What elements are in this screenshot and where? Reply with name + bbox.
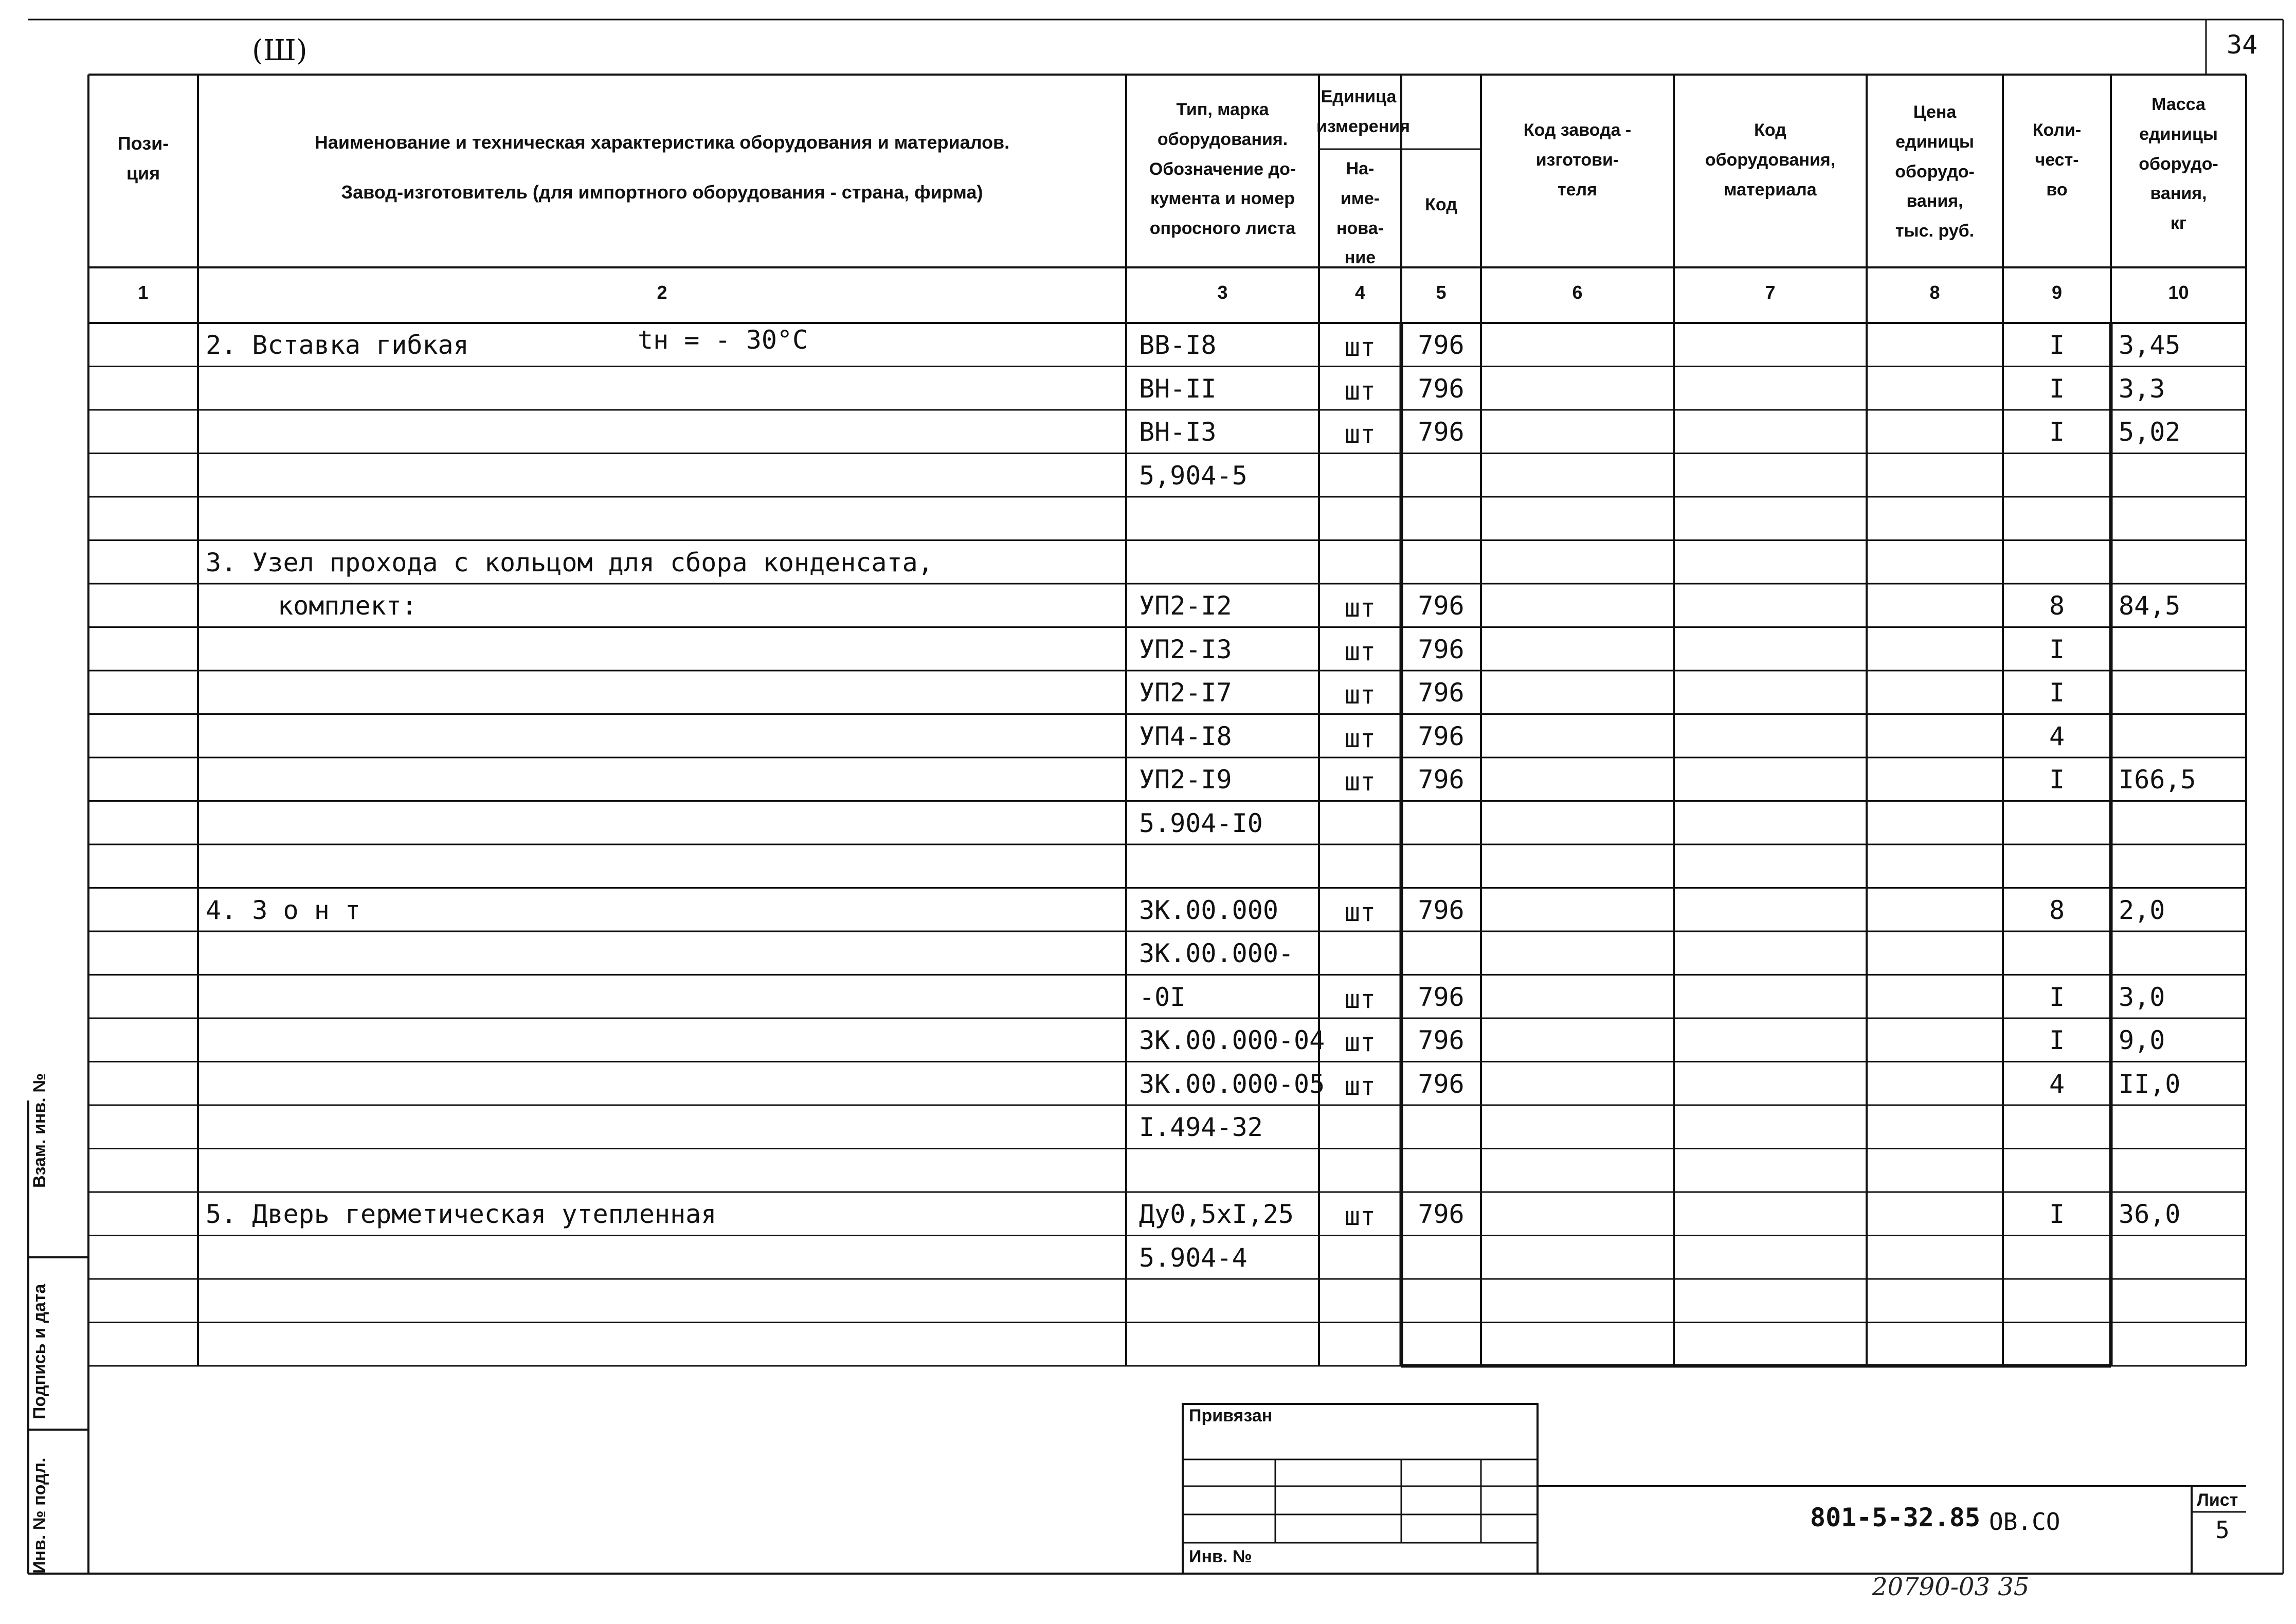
row-qty: 8 (2049, 895, 2065, 925)
row-mass: 5,02 (2119, 417, 2181, 447)
sheet-number: 34 (2227, 30, 2258, 60)
archive-number: 20790-03 35 (1872, 1573, 2030, 1601)
document-number: 801-5-32.85 (1810, 1503, 1981, 1532)
column-number-3: 3 (1217, 282, 1228, 303)
column-number-10: 10 (2168, 282, 2189, 303)
row-code: 796 (1418, 591, 1465, 621)
row-qty: 4 (2049, 721, 2065, 751)
row-type: I.494-32 (1139, 1112, 1263, 1142)
column-number-9: 9 (2051, 282, 2063, 303)
row-qty: I (2049, 1199, 2065, 1229)
column-number-2: 2 (657, 282, 667, 303)
row-qty: I (2049, 330, 2065, 360)
column-header-10: Масса единицы оборудо- вания, кг (2139, 95, 2218, 233)
row-type: 5,904-5 (1139, 460, 1248, 491)
column-header-1: Пози- ция (117, 133, 169, 184)
column-number-5: 5 (1436, 282, 1447, 303)
row-type: ВН-I3 (1139, 417, 1217, 447)
row-unit: шт (1344, 897, 1376, 927)
section-number: (Ш) (252, 34, 308, 67)
side-label-original-inv: Инв. № подл. (30, 1457, 49, 1574)
row-type: УП2-I9 (1139, 765, 1232, 795)
row-mass: 84,5 (2119, 591, 2181, 621)
column-header-5: Код (1425, 195, 1457, 214)
unit-group-title: Единица измерения (1316, 87, 1410, 136)
row-qty: I (2049, 678, 2065, 708)
document-suffix: ОВ.СО (1989, 1508, 2060, 1536)
row-code: 796 (1418, 1199, 1465, 1229)
row-code: 796 (1418, 634, 1465, 664)
row-unit: шт (1344, 680, 1376, 710)
row-name: 3. Узел прохода с кольцом для сбора конденсата, (206, 547, 933, 578)
row-mass: I66,5 (2119, 765, 2196, 795)
row-qty: I (2049, 765, 2065, 795)
sheet-value: 5 (2215, 1516, 2230, 1544)
row-name: 4. З о н т (206, 895, 361, 925)
row-qty: I (2049, 1025, 2065, 1055)
side-label-signature-date: Подпись и дата (30, 1284, 49, 1419)
row-code: 796 (1418, 1025, 1465, 1055)
row-mass: 2,0 (2119, 895, 2165, 925)
column-number-6: 6 (1572, 282, 1583, 303)
row-type: ВВ-I8 (1139, 330, 1217, 360)
row-unit: шт (1344, 419, 1376, 449)
row-unit: шт (1344, 767, 1376, 797)
row-name: 5. Дверь герметическая утепленная (206, 1199, 717, 1229)
row-type: ЗК.00.000- (1139, 939, 1294, 968)
row-type: УП2-I3 (1139, 634, 1232, 664)
row-name: комплект: (278, 591, 417, 621)
row-code: 796 (1418, 765, 1465, 795)
row-qty: I (2049, 634, 2065, 664)
column-number-4: 4 (1354, 282, 1366, 303)
row-unit: шт (1344, 375, 1376, 406)
row-unit: шт (1344, 1027, 1376, 1057)
side-label-replacement-inv: Взам. инв. № (30, 1073, 49, 1188)
row-type: УП4-I8 (1139, 721, 1232, 751)
row-type: УП2-I2 (1139, 591, 1232, 621)
column-header-3: Тип, марка оборудования. Обозначение до- кумента и номер опросного листа (1149, 100, 1296, 239)
column-number-7: 7 (1765, 282, 1776, 303)
row-qty: I (2049, 417, 2065, 447)
row-qty: 4 (2049, 1069, 2065, 1099)
column-header-7: Код оборудования, материала (1705, 120, 1836, 200)
row-note: tн = - 30°C (638, 325, 808, 355)
row-type: УП2-I7 (1139, 678, 1232, 708)
row-mass: II,0 (2119, 1069, 2181, 1099)
row-mass: 3,45 (2119, 330, 2181, 360)
row-unit: шт (1344, 593, 1376, 623)
row-qty: 8 (2049, 591, 2065, 621)
row-unit: шт (1344, 723, 1376, 753)
column-header-2: Наименование и техническая характеристика оборудования и материалов. Завод-изготовитель (для импортного оборудования - страна, фирма) (314, 132, 1010, 203)
row-code: 796 (1418, 1069, 1465, 1099)
row-unit: шт (1344, 332, 1376, 362)
row-qty: I (2049, 982, 2065, 1012)
row-type: 5.904-4 (1139, 1242, 1248, 1273)
row-unit: шт (1344, 1071, 1376, 1101)
row-code: 796 (1418, 678, 1465, 708)
row-type: ЗК.00.000-04 (1139, 1025, 1325, 1055)
row-mass: 3,3 (2119, 373, 2165, 404)
column-number-8: 8 (1929, 282, 1940, 303)
row-type: Ду0,5хI,25 (1139, 1199, 1294, 1229)
row-code: 796 (1418, 982, 1465, 1012)
row-unit: шт (1344, 636, 1376, 666)
column-number-1: 1 (138, 282, 149, 303)
row-mass: 9,0 (2119, 1025, 2165, 1055)
row-type: ВН-II (1139, 373, 1217, 404)
row-qty: I (2049, 373, 2065, 404)
inv-label: Инв. № (1189, 1547, 1252, 1566)
row-code: 796 (1418, 417, 1465, 447)
column-header-8: Цена единицы оборудо- вания, тыс. руб. (1895, 102, 1975, 241)
row-type: 5.904-I0 (1139, 808, 1263, 838)
row-mass: 36,0 (2119, 1199, 2181, 1229)
row-name: 2. Вставка гибкая (206, 330, 469, 360)
sheet-label: Лист (2197, 1490, 2238, 1510)
row-type: ЗК.00.000 (1139, 895, 1278, 925)
row-type: ЗК.00.000-05 (1139, 1069, 1325, 1099)
linked-label: Привязан (1189, 1406, 1273, 1425)
row-code: 796 (1418, 330, 1465, 360)
column-header-4: На- име- нова- ние (1336, 159, 1384, 268)
row-unit: шт (1344, 1201, 1376, 1231)
row-unit: шт (1344, 984, 1376, 1014)
row-code: 796 (1418, 373, 1465, 404)
column-header-9: Коли- чест- во (2032, 120, 2082, 200)
row-code: 796 (1418, 721, 1465, 751)
row-code: 796 (1418, 895, 1465, 925)
column-header-6: Код завода - изготови- теля (1523, 120, 1632, 200)
row-mass: 3,0 (2119, 982, 2165, 1012)
row-type: -0I (1139, 982, 1186, 1012)
